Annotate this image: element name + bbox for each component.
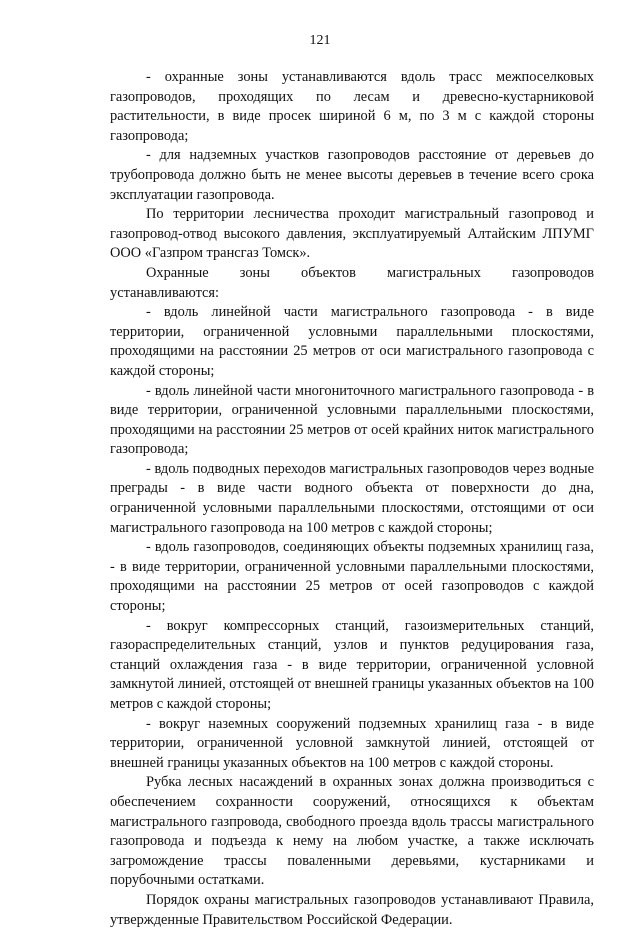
list-item-storage-connecting-pipelines: - вдоль газопроводов, соединяющих объекты подземных хранилищ газа, - в виде территории, ограниченной условными параллельными плоскостями, проходящими на расстоянии 25 метров от осей газопроводов с каждой стороны; xyxy=(110,539,594,615)
paragraph-aboveground-sections-distance: - для надземных участков газопроводов расстояние от деревьев до трубопровода должно быть не менее высоты деревьев в течение всего срока эксплуатации газопровода. xyxy=(110,147,594,203)
list-item-multiline-pipeline: - вдоль линейной части многониточного магистрального газопровода - в виде территории, ограниченной условными параллельными плоскостями, проходящими на расстоянии 25 метров от осей крайних ниток магистрального газопровода; xyxy=(110,382,594,458)
paragraph-gas-pipeline-protection-zones-forest: - охранные зоны устанавливаются вдоль трасс межпоселковых газопроводов, проходящих по лесам и древесно-кустарниковой растительности, в виде просек шириной 6 м, по 3 м с каждой стороны газопровода; xyxy=(110,69,594,144)
page-number: 121 xyxy=(309,33,331,48)
paragraph-protection-rules: Порядок охраны магистральных газопроводов устанавливают Правила, утвержденные Правительством Российской Федерации. xyxy=(110,891,594,928)
paragraph-protection-zones-intro: Охранные зоны объектов магистральных газопроводов устанавливаются: xyxy=(110,264,594,301)
list-item-compressor-stations: - вокруг компрессорных станций, газоизмерительных станций, газораспределительных станций, узлов и пунктов редуцирования газа, станций охлаждения газа - в виде территории, ограниченной условной замкнутой линией, отстоящей от внешней границы указанных объектов на 100 метров с каждой стороны; xyxy=(110,617,594,712)
paragraph-logging-in-protection-zones: Рубка лесных насаждений в охранных зонах должна производиться с обеспечением сохранности сооружений, относящихся к объектам магистрального газпровода, свободного проезда вдоль трассы магистрального газопровода и подъезда к нему на любом участке, а также исключать загромождение трассы поваленными деревьями, кустарниками и порубочными остатками. xyxy=(110,774,594,889)
document-body xyxy=(110,68,594,930)
list-item-underwater-crossings: - вдоль подводных переходов магистральных газопроводов через водные преграды - в виде части водного объекта от поверхности до дна, ограниченной условными параллельными плоскостями, отстоящими от оси магистрального газопровода на 100 метров с каждой стороны; xyxy=(110,460,594,536)
list-item-surface-storage-structures: - вокруг наземных сооружений подземных хранилищ газа - в виде территории, ограниченной условной замкнутой линией, отстоящей от внешней границы указанных объектов на 100 метров с каждой стороны. xyxy=(110,715,594,771)
paragraph-main-gas-pipeline-territory: По территории лесничества проходит магистральный газопровод и газопровод-отвод высокого давления, эксплуатируемый Алтайским ЛПУМГ ООО «Газпром трансгаз Томск». xyxy=(110,206,594,262)
list-item-linear-part: - вдоль линейной части магистрального газопровода - в виде территории, ограниченной условными параллельными плоскостями, проходящими на расстоянии 25 метров от оси магистрального газопровода с каждой стороны; xyxy=(110,304,594,379)
